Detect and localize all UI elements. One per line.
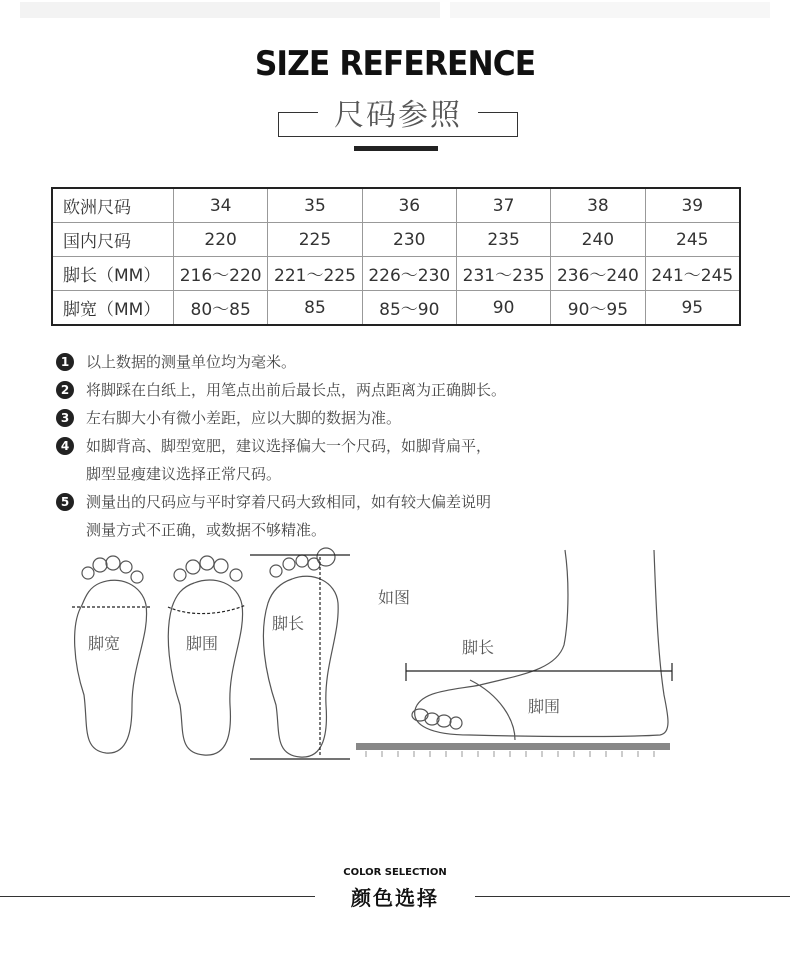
size-cell: 95 — [645, 291, 740, 326]
size-cell: 230 — [362, 223, 456, 257]
color-selection-title-en: COLOR SELECTION — [343, 867, 447, 878]
note-item — [56, 432, 756, 488]
note-item — [56, 376, 756, 404]
size-cell: 240 — [551, 223, 645, 257]
size-cell: 245 — [645, 223, 740, 257]
note-text: 左右脚大小有微小差距，应以大脚的数据为准。 — [86, 409, 402, 427]
top-banner-strip — [20, 2, 440, 18]
note-item — [56, 404, 756, 432]
size-cell: 226～230 — [362, 257, 456, 291]
size-row-label: 脚长（MM） — [52, 257, 174, 291]
size-table-row — [52, 223, 740, 257]
size-cell: 37 — [456, 188, 550, 223]
size-cell: 85 — [268, 291, 362, 326]
size-cell: 241～245 — [645, 257, 740, 291]
note-number-icon: 3 — [56, 409, 74, 427]
color-selection-title-cn: 颜色选择 — [351, 886, 439, 910]
size-cell: 216～220 — [174, 257, 268, 291]
size-cell: 38 — [551, 188, 645, 223]
size-cell: 236～240 — [551, 257, 645, 291]
size-cell: 225 — [268, 223, 362, 257]
size-cell: 90 — [456, 291, 550, 326]
note-number-icon: 2 — [56, 381, 74, 399]
size-reference-title-cn: 尺码参照 — [334, 98, 462, 133]
size-cell: 231～235 — [456, 257, 550, 291]
title-cn-frame — [278, 100, 518, 140]
size-cell: 220 — [174, 223, 268, 257]
foot-width-diagram — [72, 556, 150, 753]
size-cell: 85～90 — [362, 291, 456, 326]
size-cell: 90～95 — [551, 291, 645, 326]
size-table-row — [52, 188, 740, 223]
note-text: 测量方式不正确，或数据不够精准。 — [86, 521, 327, 539]
note-text: 如脚背高、脚型宽肥，建议选择偏大一个尺码，如脚背扁平， — [86, 437, 492, 455]
label-foot-girth: 脚围 — [186, 634, 219, 653]
size-row-label: 国内尺码 — [52, 223, 174, 257]
size-table — [51, 187, 741, 326]
top-banner-strip-right — [450, 2, 770, 18]
ruler-base — [356, 743, 670, 750]
size-cell: 80～85 — [174, 291, 268, 326]
size-cell: 35 — [268, 188, 362, 223]
size-table-row — [52, 257, 740, 291]
size-cell: 235 — [456, 223, 550, 257]
note-text: 以上数据的测量单位均为毫米。 — [86, 353, 297, 371]
note-number-icon: 4 — [56, 437, 74, 455]
foot-length-diagram — [250, 548, 350, 759]
note-number-icon: 5 — [56, 493, 74, 511]
foot-girth-diagram — [168, 556, 246, 755]
color-divider-right — [475, 896, 790, 897]
label-foot-length: 脚长 — [272, 614, 305, 633]
size-row-label: 脚宽（MM） — [52, 291, 174, 326]
size-row-label: 欧洲尺码 — [52, 188, 174, 223]
label-foot-width: 脚宽 — [88, 634, 121, 653]
size-cell: 221～225 — [268, 257, 362, 291]
label-side-girth: 脚围 — [528, 697, 561, 716]
size-reference-title: SIZE REFERENCE — [254, 44, 536, 84]
note-text: 脚型显瘦建议选择正常尺码。 — [86, 465, 282, 483]
note-text: 测量出的尺码应与平时穿着尺码大致相同，如有较大偏差说明 — [86, 493, 492, 511]
size-cell: 34 — [174, 188, 268, 223]
label-as-shown: 如图 — [378, 588, 411, 607]
note-number-icon: 1 — [56, 353, 74, 371]
note-item — [56, 348, 756, 376]
title-underline — [354, 146, 438, 151]
notes-list — [56, 348, 756, 544]
label-side-length: 脚长 — [462, 638, 495, 657]
size-cell: 36 — [362, 188, 456, 223]
foot-measure-illustration — [0, 545, 790, 775]
size-table-row — [52, 291, 740, 326]
note-text: 将脚踩在白纸上，用笔点出前后最长点，两点距离为正确脚长。 — [86, 381, 507, 399]
size-cell: 39 — [645, 188, 740, 223]
note-item — [56, 488, 756, 544]
